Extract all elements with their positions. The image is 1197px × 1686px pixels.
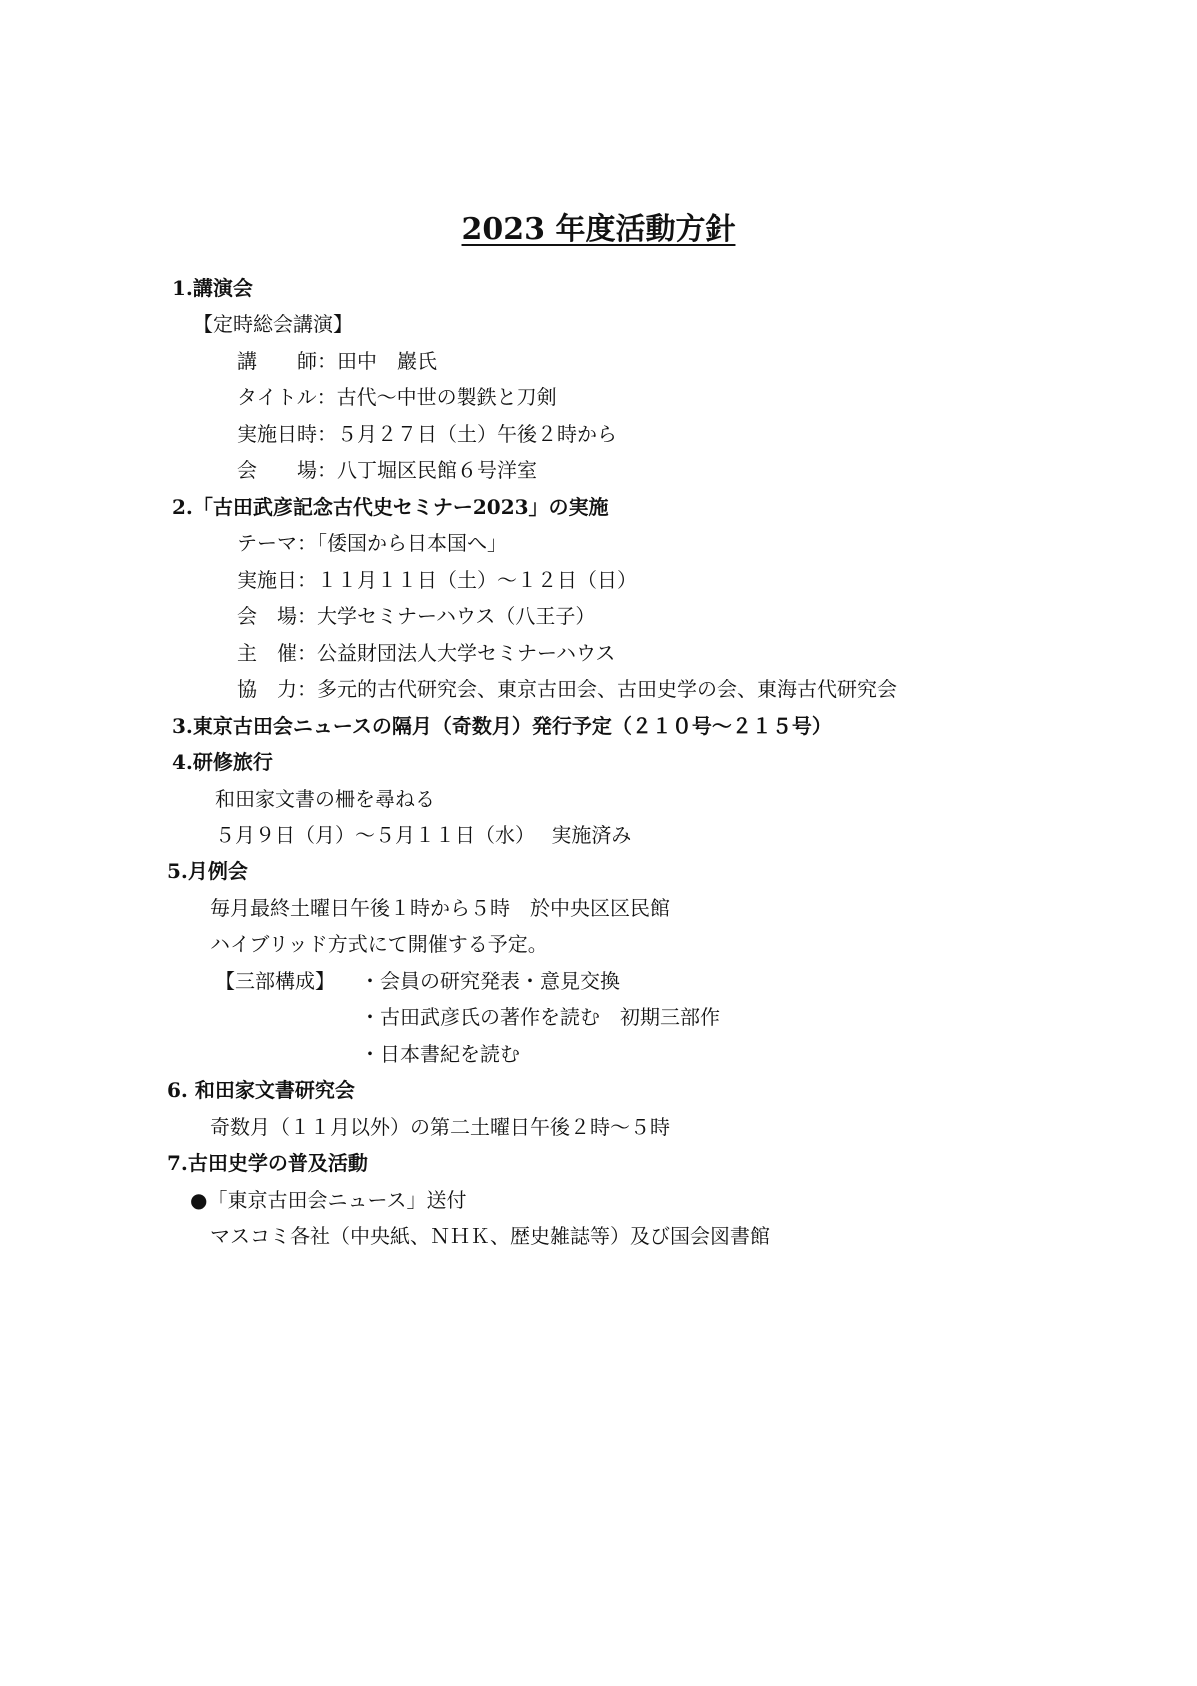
newsletter-recipients-line: マスコミ各社（中央紙、ＮＨＫ、歴史雑誌等）及び国会図書館 <box>210 1224 770 1248</box>
section-5-heading: 5.月例会 <box>167 859 248 883</box>
study-tour-date-line: ５月９日（月）～５月１１日（水） 実施済み <box>215 823 632 847</box>
lecture-datetime-line: 実施日時：５月２７日（土）午後２時から <box>237 422 617 446</box>
three-part-item: ・古田武彦氏の著作を読む 初期三部作 <box>360 1005 720 1029</box>
lecturer-line: 講 師：田中 巖氏 <box>237 349 437 373</box>
section-2-heading: 2.「古田武彦記念古代史セミナー2023」の実施 <box>172 495 609 519</box>
section-4-heading: 4.研修旅行 <box>172 750 273 774</box>
three-part-item: ・会員の研究発表・意見交換 <box>360 969 620 993</box>
lecture-venue-line: 会 場：八丁堀区民館６号洋室 <box>237 458 537 482</box>
monthly-meeting-format-line: ハイブリッド方式にて開催する予定。 <box>210 932 548 956</box>
seminar-date-line: 実施日：１１月１１日（土）～１２日（日） <box>237 568 637 592</box>
seminar-host-line: 主 催：公益財団法人大学セミナーハウス <box>237 641 616 665</box>
seminar-theme-line: テーマ：「倭国から日本国へ」 <box>237 531 507 555</box>
three-part-label: 【三部構成】 <box>215 969 335 993</box>
section-6-heading: 6. 和田家文書研究会 <box>167 1078 355 1102</box>
three-part-item: ・日本書紀を読む <box>360 1042 520 1066</box>
wada-study-schedule-line: 奇数月（１１月以外）の第二土曜日午後２時～５時 <box>210 1115 670 1139</box>
study-tour-line: 和田家文書の柵を尋ねる <box>215 787 435 811</box>
seminar-venue-line: 会 場：大学セミナーハウス（八王子） <box>237 604 596 628</box>
seminar-cooperation-line: 協 力：多元的古代研究会、東京古田会、古田史学の会、東海古代研究会 <box>237 677 897 701</box>
section-3-heading: 3.東京古田会ニュースの隔月（奇数月）発行予定（２１０号～２１５号） <box>172 714 832 738</box>
lecture-title-line: タイトル：古代～中世の製鉄と刀剣 <box>237 385 557 409</box>
newsletter-delivery-line: ●「東京古田会ニュース」送付 <box>190 1188 467 1212</box>
section-1-subheading: 【定時総会講演】 <box>193 312 353 336</box>
page-title: 2023 年度活動方針 <box>461 212 736 247</box>
monthly-meeting-schedule-line: 毎月最終土曜日午後１時から５時 於中央区区民館 <box>210 896 670 920</box>
section-1-heading: 1.講演会 <box>172 276 253 300</box>
section-7-heading: 7.古田史学の普及活動 <box>167 1151 368 1175</box>
